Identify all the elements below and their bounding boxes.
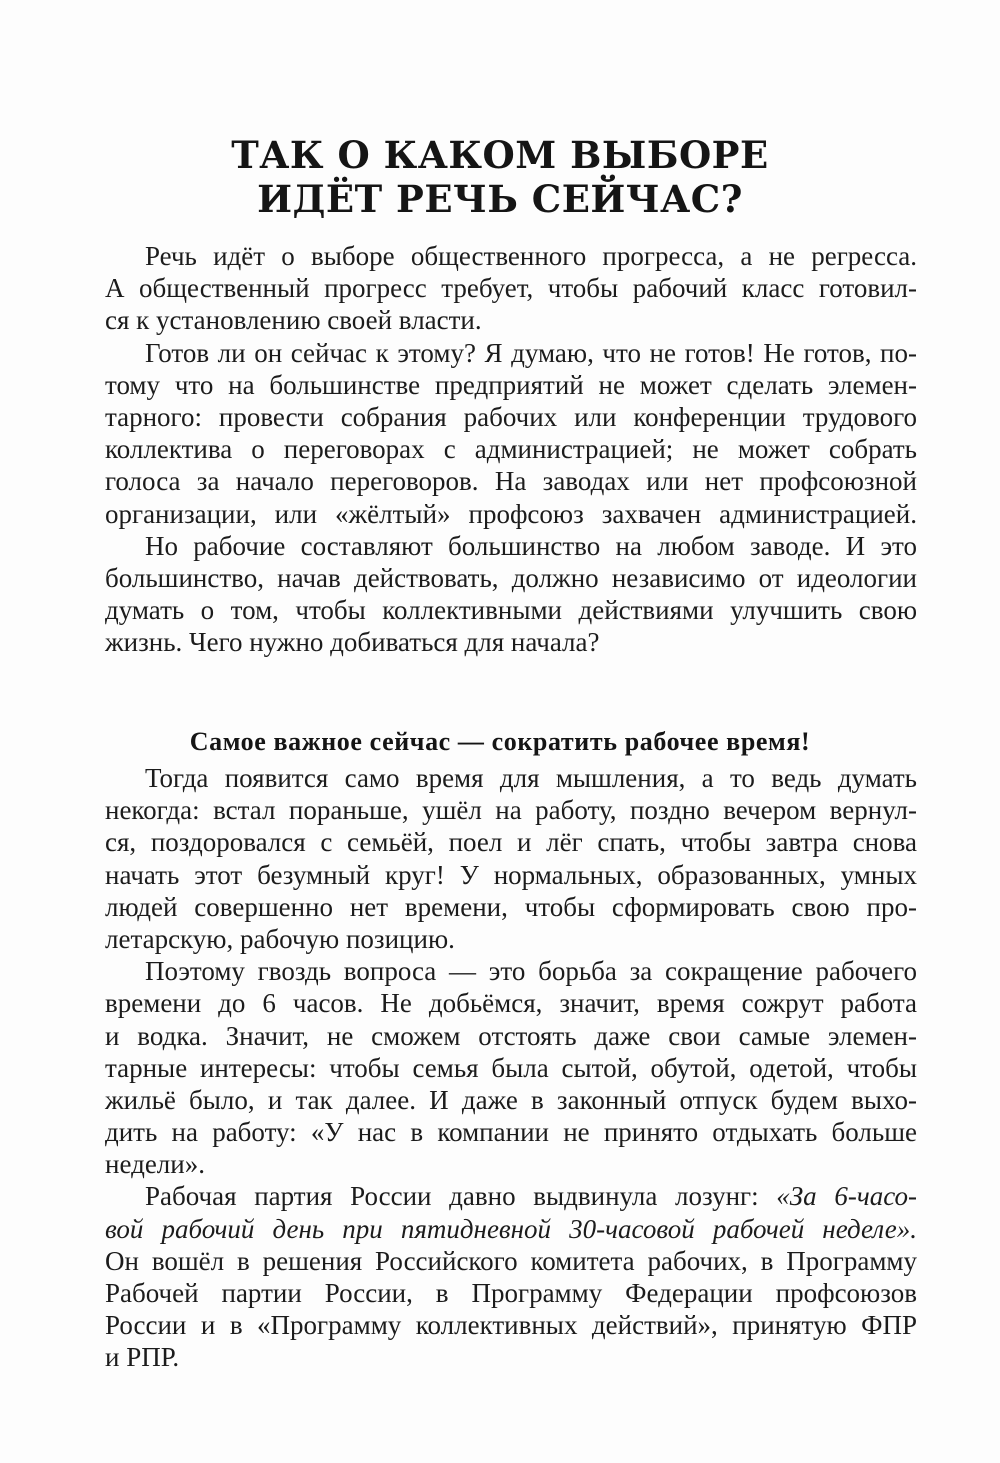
section-2-body — [105, 762, 917, 1374]
text-line: большинство, начав действовать, должно независимо от идеологии — [105, 562, 917, 593]
text-line — [105, 1180, 917, 1212]
text-line: недели». — [105, 1149, 205, 1180]
slogan-quote-end: вой рабочий день при пятидневной 30-часовой рабочей неделе». — [105, 1213, 917, 1244]
text-line: Речь идёт о выборе общественного прогресса, а не регресса. — [145, 241, 917, 271]
text-line: Поэтому гвоздь вопроса — это борьба за сокращение рабочего — [145, 956, 917, 987]
text-line: начать этот безумный круг! У нормальных, образованных, умных — [105, 859, 917, 890]
chapter-title — [0, 133, 1000, 221]
text-line: Но рабочие составляют большинство на любом заводе. И это — [145, 530, 917, 561]
text-line: летарскую, рабочую позицию. — [105, 923, 455, 954]
paragraph-3 — [105, 530, 917, 659]
paragraph-2 — [105, 337, 917, 530]
slogan-quote-start: «За 6-часо- — [776, 1181, 918, 1212]
paragraph-1 — [105, 240, 917, 337]
text-line: организации, или «жёлтый» профсоюз захвачен администрацией. — [105, 498, 917, 529]
text-line: жизнь. Чего нужно добиваться для начала? — [105, 627, 600, 658]
text-line: дить на работу: «У нас в компании не принято отдыхать больше — [105, 1117, 917, 1148]
text-line: тарного: провести собрания рабочих или конференции трудового — [105, 401, 917, 432]
chapter-title-line-2: ИДЁТ РЕЧЬ СЕЙЧАС? — [257, 176, 743, 221]
text-line: думать о том, чтобы коллективными действиями улучшить свою — [105, 595, 917, 626]
paragraph-6 — [105, 1180, 917, 1373]
text-line: коллектива о переговорах с администрацией; не может собрать — [105, 434, 917, 465]
text-line: жильё было, и так далее. И даже в законный отпуск будем выхо- — [105, 1084, 917, 1115]
chapter-title-line-1: ТАК О КАКОМ ВЫБОРЕ — [231, 132, 769, 177]
text-line: и водка. Значит, не сможем отстоять даже свои самые элемен- — [105, 1020, 917, 1051]
text-line: тому что на большинстве предприятий не может сделать элемен- — [105, 369, 917, 400]
text-line: голоса за начало переговоров. На заводах или нет профсоюзной — [105, 466, 917, 497]
text-line: тарные интересы: чтобы семья была сытой, обутой, одетой, чтобы — [105, 1052, 917, 1083]
text-line: Он вошёл в решения Российского комитета рабочих, в Программу — [105, 1245, 917, 1276]
text-line: А общественный прогресс требует, чтобы рабочий класс готовил- — [105, 273, 917, 304]
paragraph-4 — [105, 762, 917, 955]
paragraph-5 — [105, 955, 917, 1180]
text-line: ся, поздоровался с семьёй, поел и лёг спать, чтобы завтра снова — [105, 827, 917, 858]
section-subheading: Самое важное сейчас — сократить рабочее время! — [189, 726, 811, 756]
text-line: Готов ли он сейчас к этому? Я думаю, что не готов! Не готов, по- — [145, 337, 917, 368]
text-line: и РПР. — [105, 1342, 180, 1373]
text-line: ся к установлению своей власти. — [105, 305, 482, 336]
text-line: Рабочей партии России, в Программу Федерации профсоюзов — [105, 1278, 917, 1308]
text-line: Тогда появится само время для мышления, а то ведь думать — [145, 763, 917, 793]
section-1-body — [105, 240, 917, 658]
text-line: времени до 6 часов. Не добьёмся, значит, время сожрут работа — [105, 988, 917, 1019]
text-line: людей совершенно нет времени, чтобы сформировать свою про- — [105, 891, 917, 922]
text-line: некогда: встал пораньше, ушёл на работу, поздно вечером вернул- — [105, 795, 917, 826]
text-plain: Рабочая партия России давно выдвинула лозунг: — [145, 1181, 777, 1212]
text-line: России и в «Программу коллективных действий», принятую ФПР — [105, 1310, 917, 1341]
